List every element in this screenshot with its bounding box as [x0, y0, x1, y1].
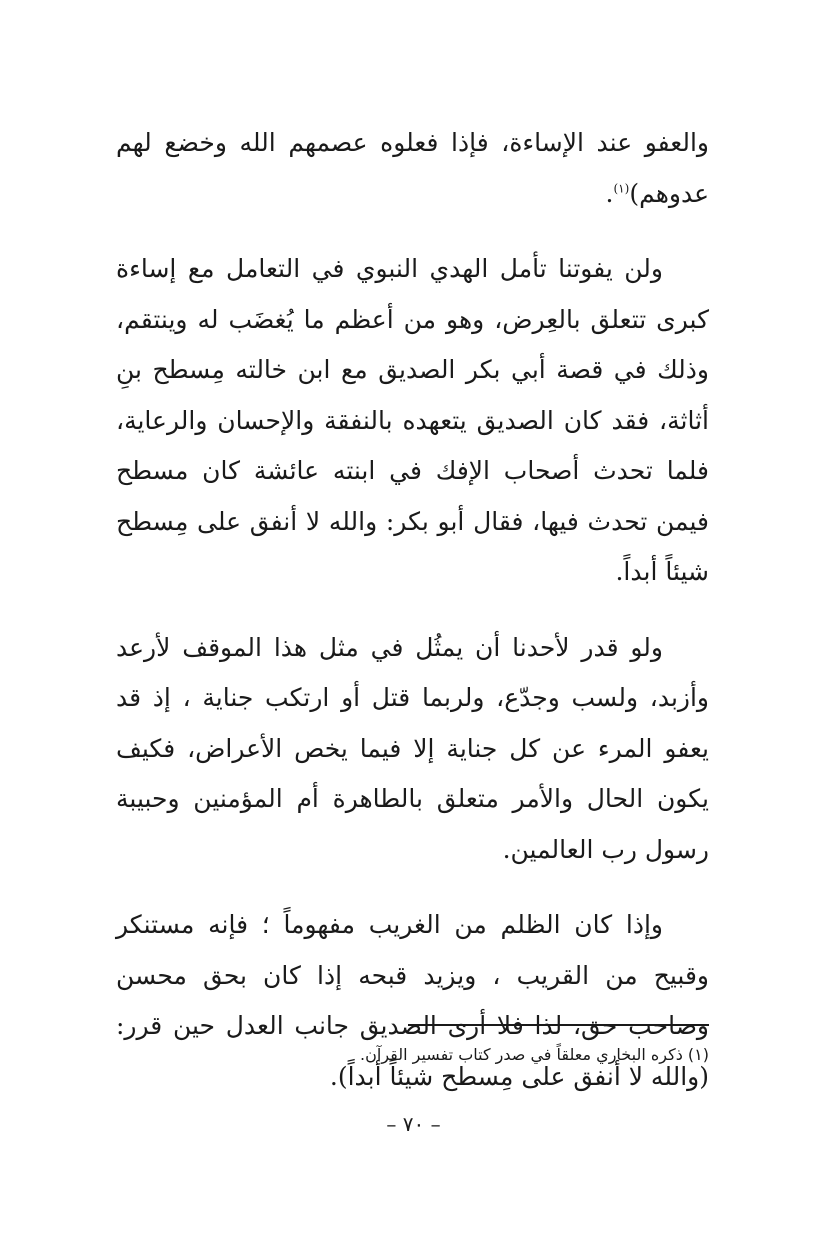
paragraph-1 — [116, 118, 709, 219]
footnote: (١) ذكره البخاري معلقاً في صدر كتاب تفسير القرآن. — [360, 1045, 709, 1064]
footnote-separator — [408, 1024, 709, 1026]
page-number: – ٧٠ – — [386, 1112, 441, 1136]
paragraph-2-text: ولن يفوتنا تأمل الهدي النبوي في التعامل مع إساءة كبرى تتعلق بالعِرض، وهو من أعظم ما يُغضَب له وينتقم، وذلك في قصة أبي بكر الصديق مع ابن خالته مِسطح بنِ أثاثة، فقد كان الصديق يتعهده بالنفقة والإحسان والرعاية، فلما تحدث أصحاب الإفك في ابنته عائشة كان مسطح فيمن تحدث فيها، فقال أبو بكر: والله لا أنفق على مِسطح شيئاً أبداً. — [116, 254, 709, 586]
paragraph-3 — [116, 623, 709, 876]
footnote-reference: (١) — [613, 181, 630, 196]
paragraph-3-text: ولو قدر لأحدنا أن يمثُل في مثل هذا الموقف لأرعد وأزبد، ولسب وجدّع، ولربما قتل أو ارتكب جناية ، إذ قد يعفو المرء عن كل جناية إلا فيما يخص الأعراض، فكيف يكون الحال والأمر متعلق بالطاهرة أم المؤمنين وحبيبة رسول رب العالمين. — [116, 632, 709, 864]
paragraph-4-text: وإذا كان الظلم من الغريب مفهوماً ؛ فإنه مستنكر وقبيح من القريب ، ويزيد قبحه إذا كان بحق محسن وصاحب حق، لذا فلا أرى الصديق جانب العدل حين قرر: (والله لا أنفق على مِسطح شيئاً أبداً). — [116, 910, 709, 1091]
paragraph-4 — [116, 900, 709, 1102]
paragraph-2 — [116, 244, 709, 598]
paragraph-1-tail: . — [605, 178, 614, 208]
body-text — [116, 118, 709, 1127]
paragraph-1-text: والعفو عند الإساءة، فإذا فعلوه عصمهم الله وخضع لهم عدوهم) — [116, 128, 709, 208]
